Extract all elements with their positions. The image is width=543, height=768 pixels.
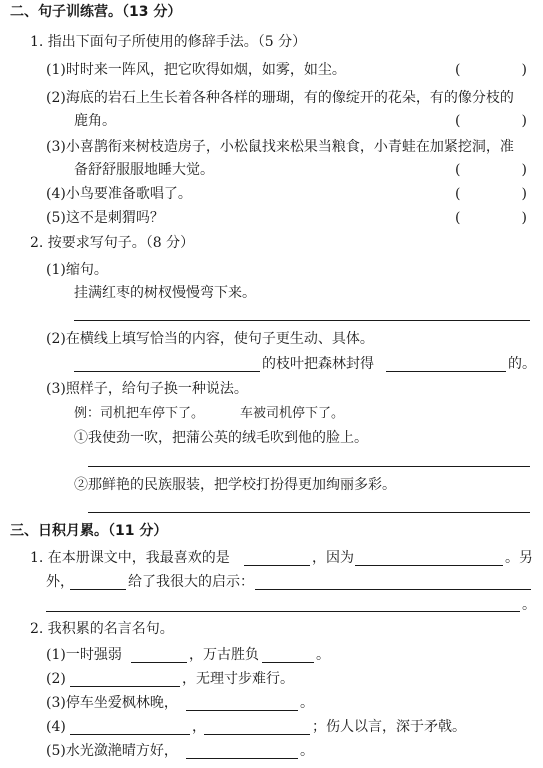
answer-paren-1[interactable]: ( ): [455, 62, 527, 78]
quote-3-a: (3)停车坐爱枫林晚，: [46, 695, 178, 711]
quote-3-b: 。: [300, 695, 314, 711]
rhetoric-item-4: (4)小鸟要准备歌唱了。: [46, 186, 192, 202]
answer-paren-2[interactable]: ( ): [455, 113, 527, 129]
vivid-blank-2[interactable]: [386, 371, 506, 372]
section-2-title: 二、句子训练营。（13 分）: [10, 4, 182, 20]
quote-1-blank-1[interactable]: [131, 662, 187, 663]
quote-4-blank-2[interactable]: [204, 734, 310, 735]
rewrite-sentence-1: ①我使劲一吹，把蒲公英的绒毛吹到他的脸上。: [74, 430, 368, 446]
example-sentence: 例：司机把车停下了。: [74, 406, 205, 421]
favorite-text-c: 。另: [505, 550, 533, 566]
answer-paren-3[interactable]: ( ): [455, 162, 527, 178]
favorite-reason-blank[interactable]: [355, 565, 503, 566]
quote-3-blank[interactable]: [186, 710, 298, 711]
rhetoric-item-2: (2)海底的岩石上生长着各种各样的珊瑚，有的像绽开的花朵，有的像分枝的: [46, 90, 514, 106]
rewrite-label: (3)照样子，给句子换一种说法。: [46, 381, 248, 397]
quote-1-a: (1)一时强弱: [46, 647, 122, 663]
condense-answer-line[interactable]: [74, 320, 530, 321]
inspiration-continue-blank[interactable]: [46, 611, 520, 612]
quote-1-blank-2[interactable]: [262, 662, 314, 663]
inspiration-blank[interactable]: [255, 589, 531, 590]
quote-4-blank-1[interactable]: [70, 734, 190, 735]
favorite-text-a: 1. 在本册课文中，我最喜欢的是: [30, 550, 230, 566]
inspiration-source-blank[interactable]: [70, 589, 126, 590]
condense-label: (1)缩句。: [46, 262, 108, 278]
rhetoric-item-5: (5)这不是刺猬吗？: [46, 210, 164, 226]
quotes-title: 2. 我积累的名言名句。: [30, 621, 174, 637]
quote-2-b: ，无理寸步难行。: [182, 671, 294, 687]
vivid-middle-text: 的枝叶把森林封得: [262, 356, 374, 372]
rhetoric-item-2-cont: 鹿角。: [74, 113, 116, 129]
condense-sentence: 挂满红枣的树杈慢慢弯下来。: [74, 285, 256, 301]
quote-5-a: (5)水光潋滟晴方好，: [46, 743, 178, 759]
quote-2-a: (2): [46, 671, 66, 687]
vivid-end-text: 的。: [508, 356, 536, 372]
quote-4-b: ，: [192, 719, 206, 735]
quote-4-a: (4): [46, 719, 66, 735]
favorite-text-blank[interactable]: [244, 565, 310, 566]
question-2-title: 2. 按要求写句子。（8 分）: [30, 235, 195, 251]
inspiration-text-b: 给了我很大的启示：: [128, 574, 254, 590]
vivid-blank-1[interactable]: [74, 371, 260, 372]
rewrite-answer-line-2[interactable]: [88, 512, 530, 513]
section-3-title: 三、日积月累。（11 分）: [10, 523, 168, 539]
answer-paren-5[interactable]: ( ): [455, 210, 527, 226]
quote-5-blank[interactable]: [186, 758, 298, 759]
quote-1-b: ，万古胜负: [189, 647, 259, 663]
inspiration-text-a: 外，: [46, 574, 74, 590]
quote-5-b: 。: [300, 743, 314, 759]
inspiration-end: 。: [522, 597, 536, 613]
quote-2-blank[interactable]: [70, 686, 180, 687]
answer-paren-4[interactable]: ( ): [455, 186, 527, 202]
vivid-label: (2)在横线上填写恰当的内容，使句子更生动、具体。: [46, 331, 374, 347]
rhetoric-item-3-cont: 备舒舒服服地睡大觉。: [74, 162, 214, 178]
rhetoric-item-1: (1)时时来一阵风，把它吹得如烟，如雾，如尘。: [46, 62, 346, 78]
example-rewrite: 车被司机停下了。: [240, 406, 345, 421]
quote-4-c: ；伤人以言，深于矛戟。: [312, 719, 466, 735]
question-1-title: 1. 指出下面句子所使用的修辞手法。（5 分）: [30, 34, 307, 50]
rewrite-sentence-2: ②那鲜艳的民族服装，把学校打扮得更加绚丽多彩。: [74, 477, 396, 493]
rhetoric-item-3: (3)小喜鹊衔来树枝造房子，小松鼠找来松果当粮食，小青蛙在加紧挖洞，准: [46, 139, 514, 155]
rewrite-answer-line-1[interactable]: [88, 466, 530, 467]
quote-1-c: 。: [316, 647, 330, 663]
favorite-text-b: ，因为: [312, 550, 354, 566]
